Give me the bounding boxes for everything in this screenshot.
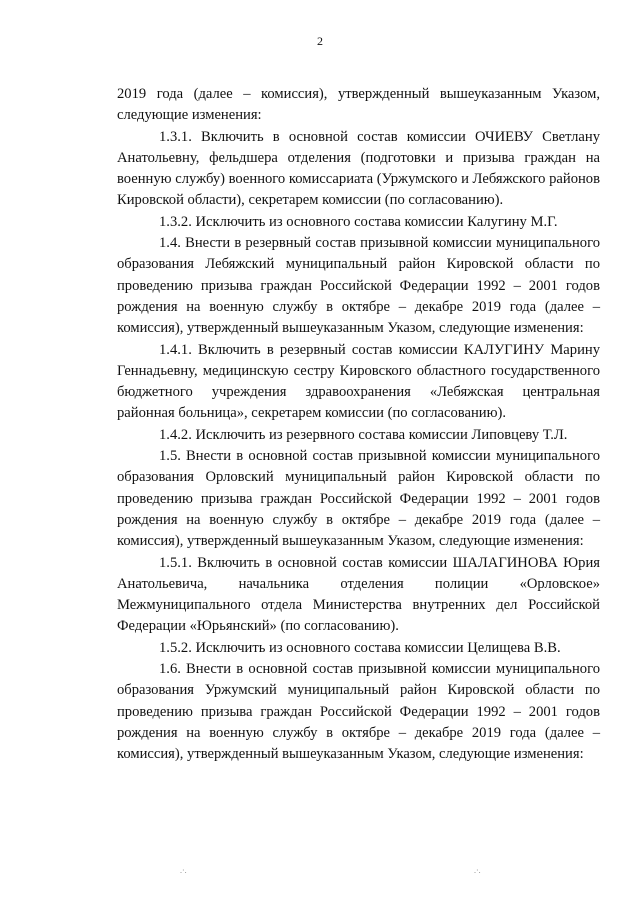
paragraph: 1.5. Внести в основной состав призывной комиссии муниципального образования Орловский муниципальный район Кировской области по проведению призыва граждан Российской Федерации 1992 – 2001 годов рождения на военную службу в октябре – декабре 2019 года (далее – комиссия), утвержденный вышеуказанным Указом, следующие изменения: — [117, 448, 600, 550]
paragraph: 1.5.1. Включить в основной состав комиссии ШАЛАГИНОВА Юрия Анатольевича, начальника отделения полиции «Орловское» Межмуниципального отдела Министерства внутренних дел Российской Федерации «Юрьянский» (по согласованию). — [117, 554, 600, 635]
paragraph: 1.4.2. Исключить из резервного состава комиссии Липовцеву Т.Л. — [159, 426, 568, 443]
paragraph: 2019 года (далее – комиссия), утвержденный вышеуказанным Указом, следующие изменения: — [117, 86, 600, 124]
document-body — [117, 84, 600, 766]
page-number: 2 — [317, 34, 323, 48]
paragraph: 1.4.1. Включить в резервный состав комиссии КАЛУГИНУ Марину Геннадьевну, медицинскую сестру Кировского областного государственного бюджетного учреждения здравоохранения «Лебяжская центральная районная больница», секретарем комиссии (по согласованию). — [117, 341, 600, 422]
paragraph: 1.6. Внести в основной состав призывной комиссии муниципального образования Уржумский муниципальный район Кировской области по проведению призыва граждан Российской Федерации 1992 – 2001 годов рождения на военную службу в октябре – декабре 2019 года (далее – комиссия), утвержденный вышеуказанным Указом, следующие изменения: — [117, 661, 600, 763]
paragraph: 1.3.1. Включить в основной состав комиссии ОЧИЕВУ Светлану Анатольевну, фельдшера отделения (подготовки и призыва граждан на военную службу) военного комиссариата (Уржумского и Лебяжского районов Кировской области), секретарем комиссии (по согласованию). — [117, 128, 600, 209]
paragraph: 1.5.2. Исключить из основного состава комиссии Целищева В.В. — [159, 639, 561, 656]
paragraph: 1.3.2. Исключить из основного состава комиссии Калугину М.Г. — [159, 213, 558, 230]
scan-speck: .·. — [180, 866, 187, 875]
paragraph: 1.4. Внести в резервный состав призывной комиссии муниципального образования Лебяжский муниципальный район Кировской области по проведению призыва граждан Российской Федерации 1992 – 2001 годов рождения на военную службу в октябре – декабре 2019 года (далее – комиссия), утвержденный вышеуказанным Указом, следующие изменения: — [117, 235, 600, 337]
scan-speck: .·. — [474, 866, 481, 875]
